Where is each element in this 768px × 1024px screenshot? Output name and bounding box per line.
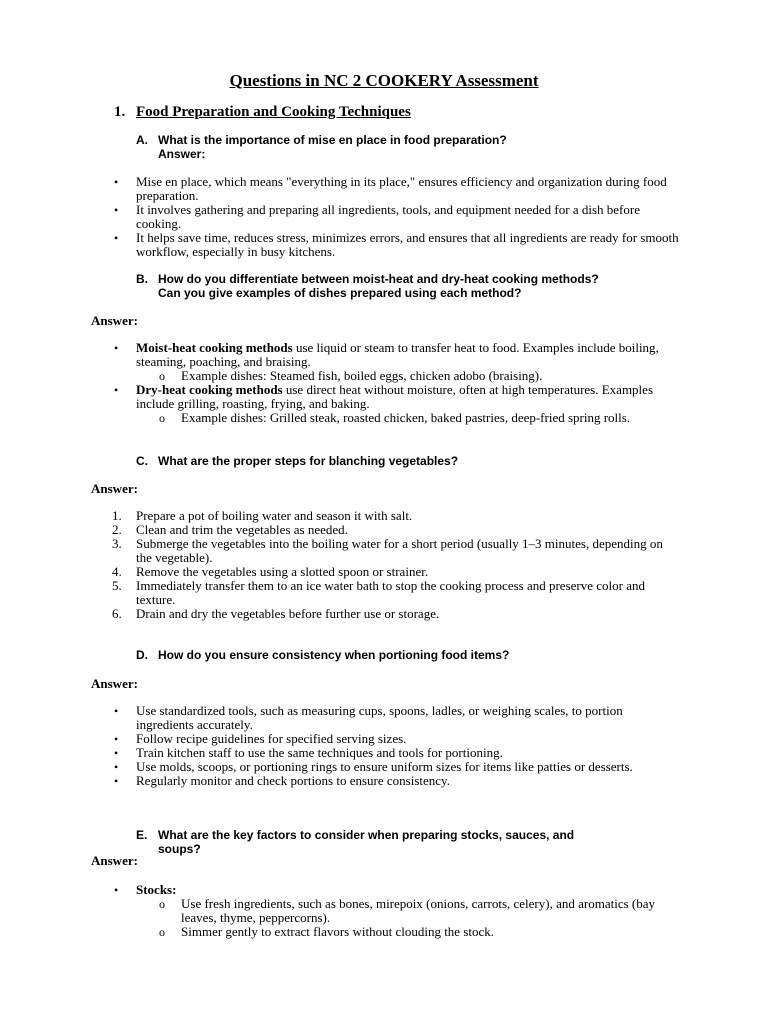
dry-heat-description: use direct heat without moisture, often at high temperatures. Examples include grilling, roasting, frying, and baking. (136, 382, 654, 411)
step-text: Immediately transfer them to an ice water bath to stop the cooking process and preserve color and texture. (136, 578, 645, 607)
answer-d-list (136, 704, 681, 788)
question-b (136, 272, 696, 300)
list-item: • It helps save time, reduces stress, minimizes errors, and ensures that all ingredients are ready for smooth workflow, especially in busy kitchens. (136, 231, 681, 259)
question-a (136, 133, 696, 161)
answer-label: Answer: (91, 313, 138, 328)
step-number: 2. (112, 522, 122, 537)
list-item (112, 578, 681, 607)
question-text: What is the importance of mise en place in food preparation? (158, 133, 507, 147)
question-text-line2: Can you give examples of dishes prepared using each method? (158, 286, 522, 300)
question-letter: B. (136, 272, 148, 286)
list-item (136, 383, 681, 425)
list-item (112, 564, 681, 579)
question-text-line1: What are the key factors to consider when preparing stocks, sauces, and (158, 828, 575, 842)
question-text: What are the proper steps for blanching vegetables? (158, 454, 459, 468)
question-text-line2: soups? (158, 842, 201, 856)
list-item: • Use standardized tools, such as measuring cups, spoons, ladles, or weighing scales, to portion ingredients accurately. (136, 704, 681, 732)
step-number: 1. (112, 508, 122, 523)
answer-label: Answer: (91, 481, 138, 496)
step-text: Remove the vegetables using a slotted spoon or strainer. (136, 564, 429, 579)
step-text: Drain and dry the vegetables before further use or storage. (136, 606, 440, 621)
dry-heat-term: Dry-heat cooking methods (136, 382, 283, 397)
question-d (136, 648, 696, 662)
sub-list-item: o Simmer gently to extract flavors without clouding the stock. (181, 925, 681, 939)
list-item (112, 606, 681, 621)
step-text: Prepare a pot of boiling water and season it with salt. (136, 508, 413, 523)
moist-heat-description: use liquid or steam to transfer heat to food. Examples include boiling, steaming, poaching, and braising. (136, 340, 659, 369)
question-letter: D. (136, 648, 148, 662)
step-number: 6. (112, 606, 122, 621)
step-number: 4. (112, 564, 122, 579)
question-letter: E. (136, 828, 148, 842)
document-title: Questions in NC 2 COOKERY Assessment (229, 71, 539, 90)
list-item (112, 508, 681, 523)
list-item: • Follow recipe guidelines for specified serving sizes. (136, 732, 681, 746)
sub-list-item: o Example dishes: Grilled steak, roasted chicken, baked pastries, deep-fried spring rolls. (181, 411, 681, 425)
sub-list-item: o Use fresh ingredients, such as bones, mirepoix (onions, carrots, celery), and aromatics (bay leaves, thyme, peppercorns). (181, 897, 681, 925)
sub-list-item: o Example dishes: Steamed fish, boiled eggs, chicken adobo (braising). (181, 369, 681, 383)
question-letter: C. (136, 454, 148, 468)
answer-e-list (136, 883, 681, 939)
answer-c-steps (112, 508, 681, 621)
list-item: • Regularly monitor and check portions to ensure consistency. (136, 774, 681, 788)
list-item: • Train kitchen staff to use the same techniques and tools for portioning. (136, 746, 681, 760)
list-item (112, 522, 681, 537)
list-item: • Mise en place, which means "everything in its place," ensures efficiency and organization during food preparation. (136, 175, 681, 203)
step-text: Clean and trim the vegetables as needed. (136, 522, 348, 537)
section-title: Food Preparation and Cooking Techniques (136, 104, 411, 120)
step-text: Submerge the vegetables into the boiling water for a short period (usually 1–3 minutes, depending on the vegetable). (136, 536, 663, 565)
question-c (136, 454, 696, 468)
question-text: How do you ensure consistency when portioning food items? (158, 648, 510, 662)
list-item (112, 536, 681, 565)
list-item: • Use molds, scoops, or portioning rings to ensure uniform sizes for items like patties or desserts. (136, 760, 681, 774)
stocks-label: Stocks: (136, 882, 177, 897)
answer-label: Answer: (91, 676, 138, 691)
list-item (136, 883, 681, 939)
step-number: 5. (112, 578, 122, 593)
step-number: 3. (112, 536, 122, 551)
answer-label: Answer: (91, 853, 138, 868)
moist-heat-term: Moist-heat cooking methods (136, 340, 293, 355)
inline-answer-label: Answer: (158, 147, 206, 161)
question-letter: A. (136, 133, 148, 147)
question-e (136, 828, 696, 856)
section-number: 1. (114, 104, 126, 120)
answer-b-list (136, 341, 681, 425)
list-item (136, 341, 681, 383)
section-heading (114, 104, 411, 121)
answer-a-list (136, 175, 681, 259)
list-item: • It involves gathering and preparing all ingredients, tools, and equipment needed for a dish before cooking. (136, 203, 681, 231)
question-text-line1: How do you differentiate between moist-heat and dry-heat cooking methods? (158, 272, 599, 286)
